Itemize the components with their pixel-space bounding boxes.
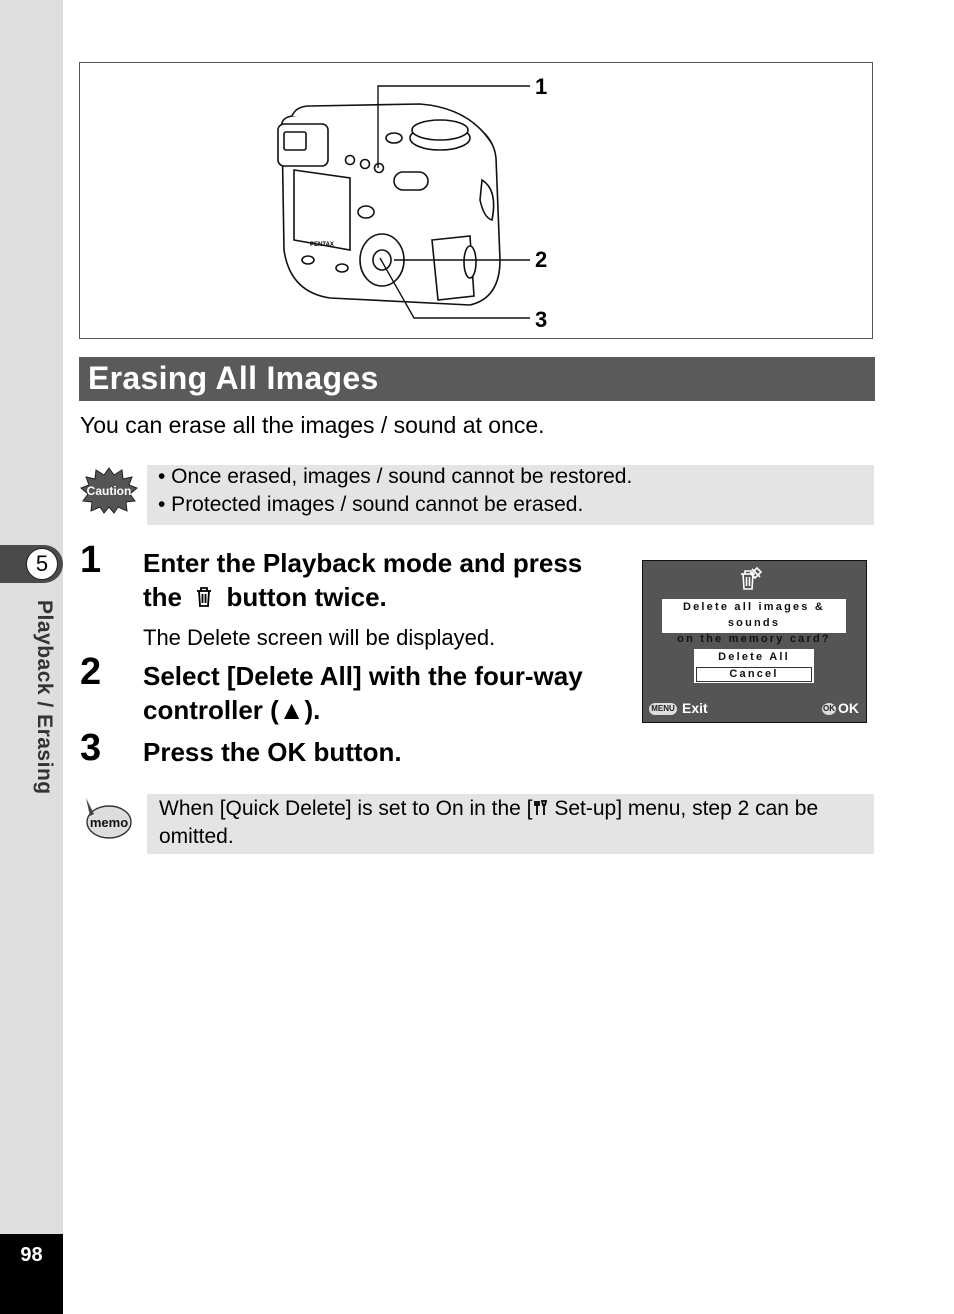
delete-all-icon xyxy=(735,565,763,593)
chapter-number: 5 xyxy=(26,548,58,580)
callout-2: 2 xyxy=(535,247,548,272)
memo-text: When [Quick Delete] is set to On in the [ Set-up] menu, step 2 can be omitted. xyxy=(159,797,819,848)
step-subtext: The Delete screen will be displayed. xyxy=(143,625,496,650)
lcd-ok-label: OK xyxy=(838,700,859,716)
callout-1: 1 xyxy=(535,74,548,99)
svg-text:memo: memo xyxy=(89,815,129,830)
svg-text:Caution: Caution xyxy=(86,484,132,498)
trash-icon xyxy=(193,586,215,608)
step-number: 2 xyxy=(80,651,102,693)
brand-label: PENTAX xyxy=(310,242,334,248)
lcd-option-cancel[interactable]: Cancel xyxy=(696,667,812,682)
callout-lines xyxy=(370,80,540,325)
lcd-question: Delete all images & sounds on the memory card? xyxy=(662,599,846,633)
step-number: 3 xyxy=(80,727,102,769)
lcd-option-delete-all[interactable]: Delete All xyxy=(696,650,812,665)
wrench-icon xyxy=(533,799,549,817)
step-text: Select [Delete All] with the four-way controller (▲). xyxy=(143,661,583,725)
caution-bullet: • Protected images / sound cannot be erased. xyxy=(158,493,584,516)
section-title: Erasing All Images xyxy=(88,360,379,396)
ok-button-icon: OK xyxy=(823,704,835,713)
callout-3: 3 xyxy=(535,307,548,332)
page-number: 98 xyxy=(20,1244,43,1266)
caution-icon xyxy=(80,466,138,514)
chapter-title: Playback / Erasing xyxy=(33,600,56,795)
step-number: 1 xyxy=(80,539,102,581)
memo-icon xyxy=(80,796,134,842)
menu-button-icon: MENU xyxy=(649,703,677,715)
caution-bullet: • Once erased, images / sound cannot be restored. xyxy=(158,465,633,488)
step-text: Enter the Playback mode and press the button twice. xyxy=(143,548,583,612)
intro-text: You can erase all the images / sound at once. xyxy=(80,412,545,438)
step-text: Press the OK button. xyxy=(143,737,402,767)
lcd-exit-label: Exit xyxy=(682,700,708,716)
